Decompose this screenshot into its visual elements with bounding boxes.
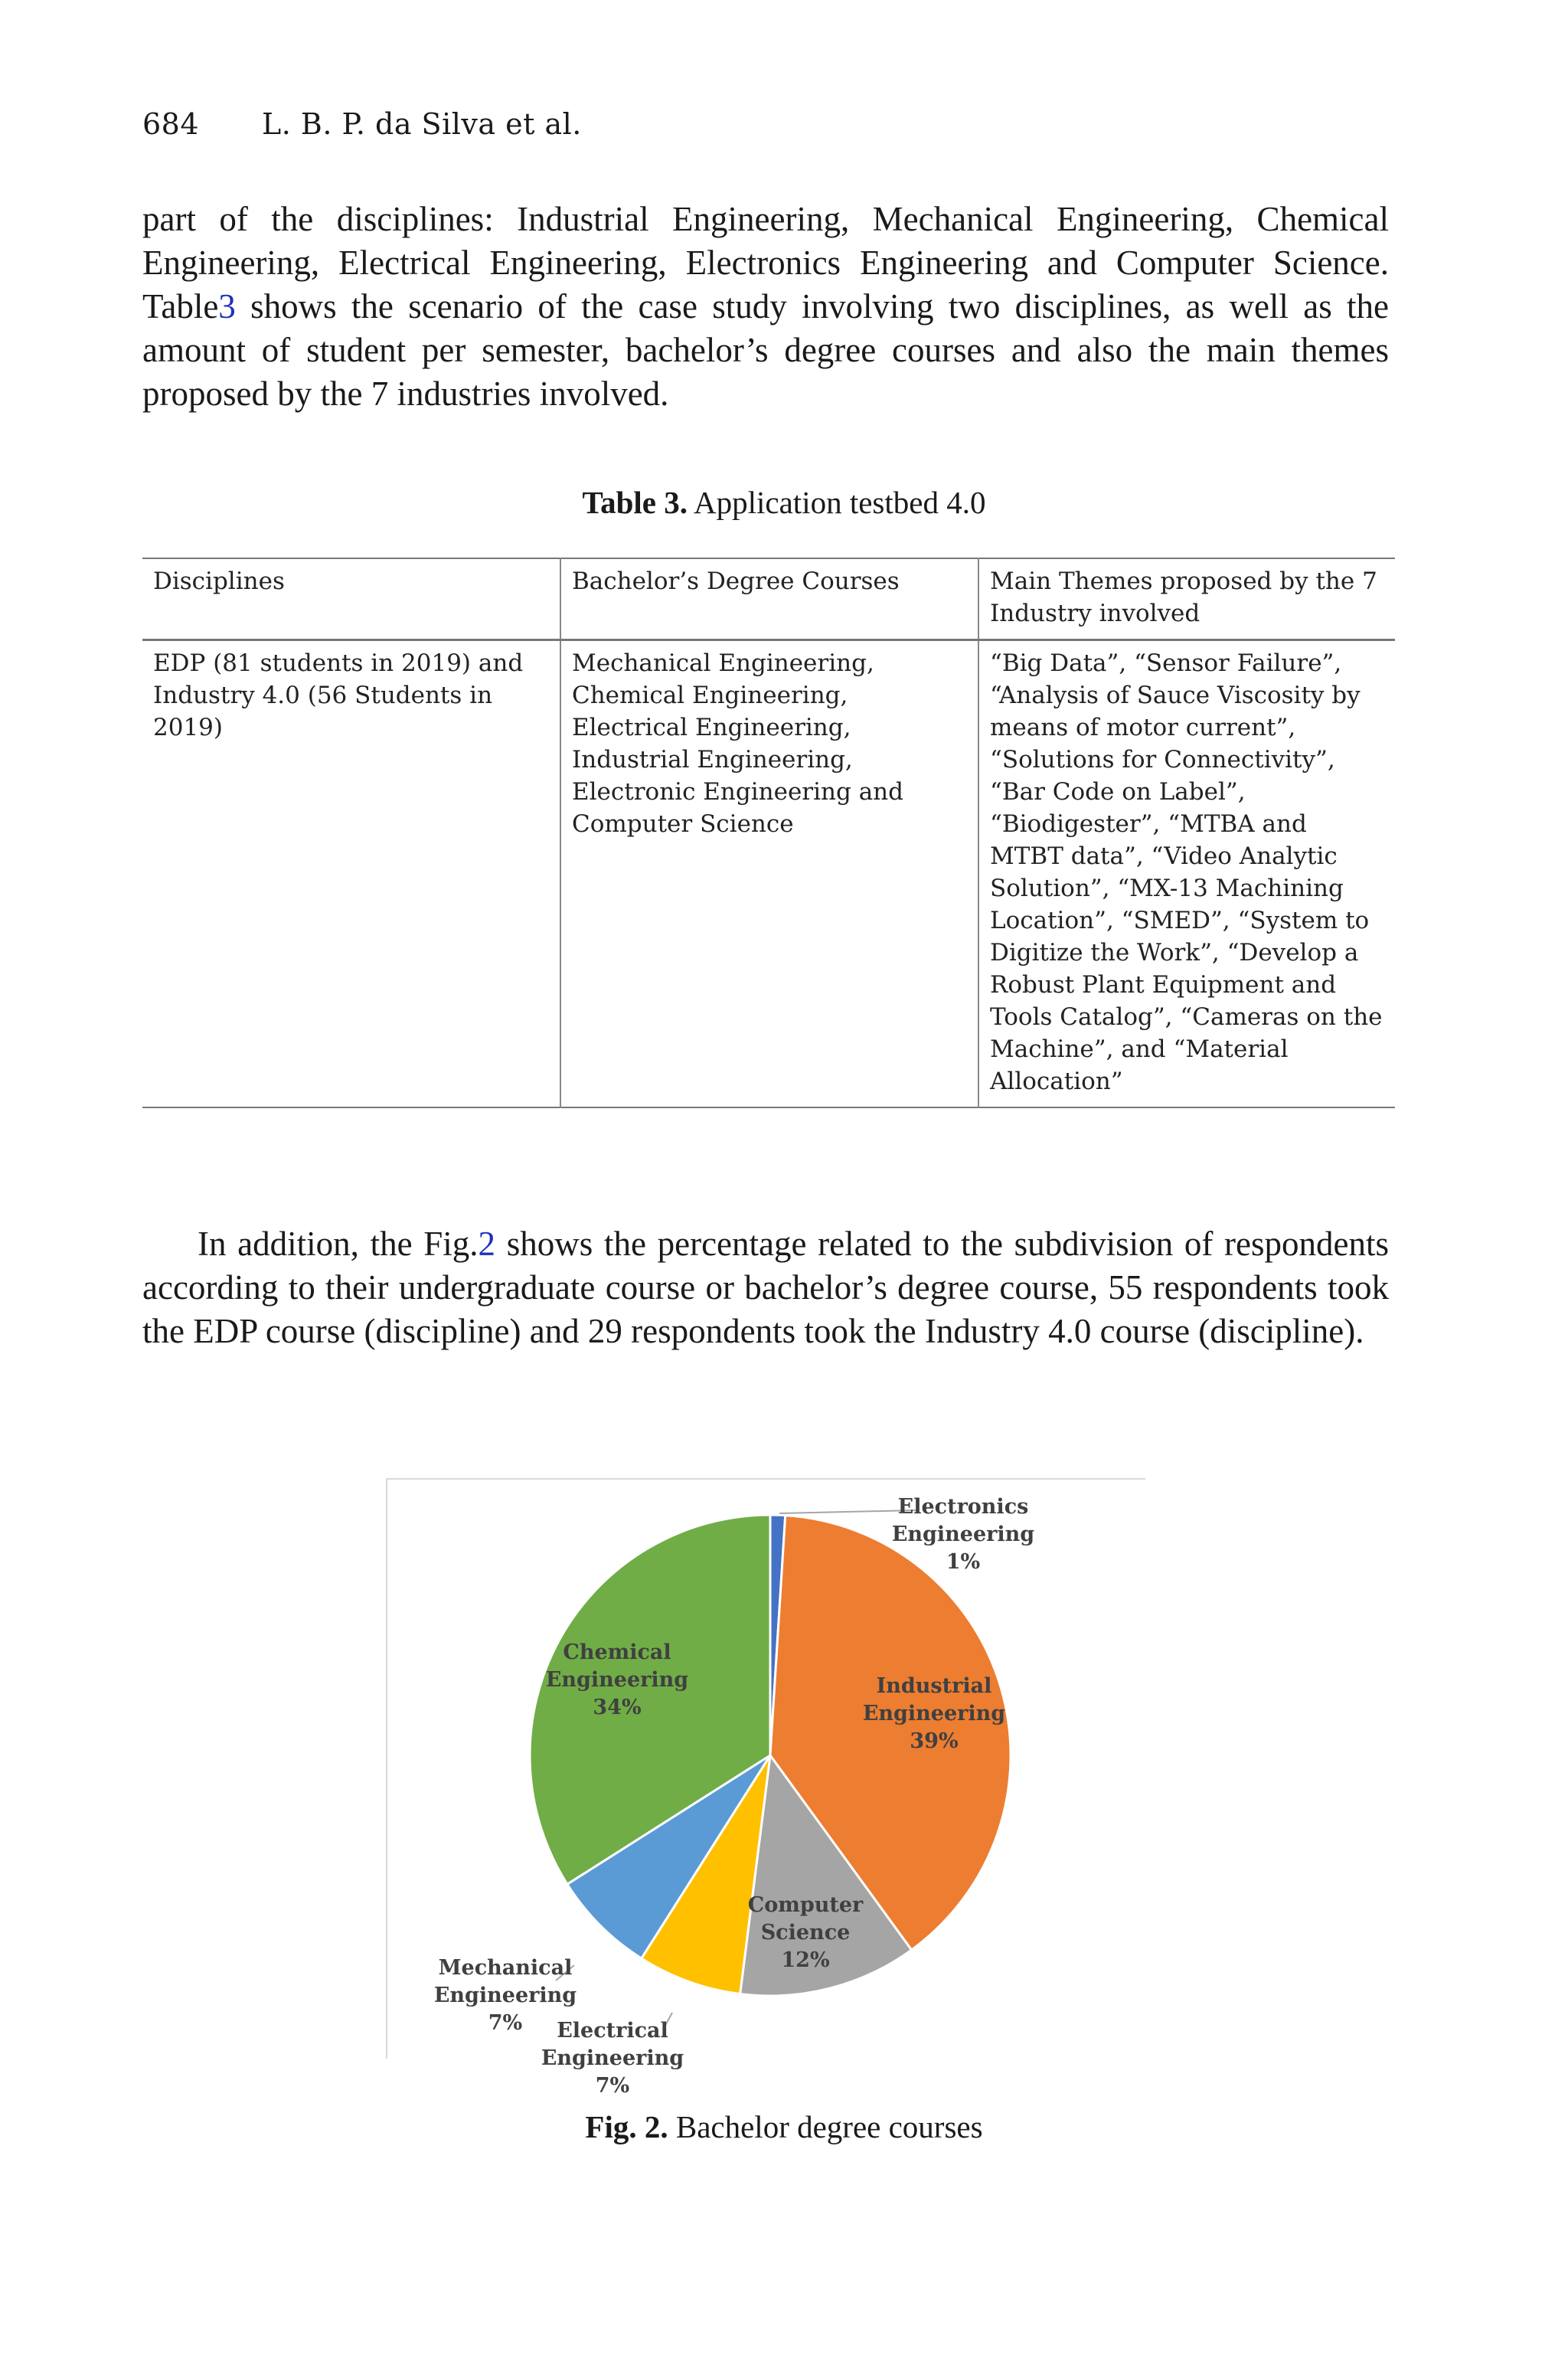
figure-caption bbox=[0, 2108, 1568, 2145]
page-number: 684 bbox=[142, 107, 200, 141]
table-row bbox=[142, 640, 1395, 1108]
figure-caption-text: Bachelor degree courses bbox=[675, 2109, 983, 2144]
data-label-computer-science: Computer Science 12% bbox=[747, 1893, 864, 1972]
leader-line bbox=[779, 1510, 916, 1513]
column-header: Disciplines bbox=[153, 568, 285, 595]
pie-chart bbox=[387, 1480, 1145, 2098]
paragraph-text: In addition, the Fig. bbox=[198, 1225, 479, 1263]
table-cell: Mechanical Engineering, Chemical Engineering, Electrical Engineering, Industrial Engineering, Electronic Engineering and Computer Science bbox=[560, 640, 978, 1108]
data-label-electronics-engineering: Electronics Engineering 1% bbox=[891, 1495, 1035, 1574]
data-label-mechanical-engineering: Mechanical Engineering 7% bbox=[433, 1956, 577, 2035]
data-label-industrial-engineering: Industrial Engineering 39% bbox=[862, 1674, 1006, 1753]
paragraph-text: part of the disciplines: Industrial Engineering, Mechanical Engineering, Chemical Engineering, Electrical Engineering, Electronics Engineering and Computer Science. Table bbox=[142, 200, 1389, 325]
figure-reference-link[interactable]: 2 bbox=[478, 1225, 496, 1263]
pie-chart-frame bbox=[386, 1478, 1145, 2098]
paragraph-text: shows the scenario of the case study involving two disciplines, as well as the amount of student per semester, bachelor’s degree courses and also the main themes proposed by the 7 industries involved. bbox=[142, 287, 1389, 413]
table-cell: “Big Data”, “Sensor Failure”, “Analysis of Sauce Viscosity by means of motor current”, “Solutions for Connectivity”, “Bar Code on Label”, “Biodigester”, “MTBA and MTBT data”, “Video Analytic Solution”, “MX-13 Machining Location”, “SMED”, “System to Digitize the Work”, “Develop a Robust Plant Equipment and Tools Catalog”, “Cameras on the Machine”, and “Material Allocation” bbox=[978, 640, 1395, 1108]
data-label-chemical-engineering: Chemical Engineering 34% bbox=[545, 1640, 689, 1719]
table-reference-link[interactable]: 3 bbox=[218, 287, 236, 325]
table-header-row bbox=[142, 558, 1395, 640]
running-authors: L. B. P. da Silva et al. bbox=[262, 107, 582, 141]
column-header: Main Themes proposed by the 7 Industry involved bbox=[978, 558, 1395, 640]
table-cell: EDP (81 students in 2019) and Industry 4.0 (56 Students in 2019) bbox=[153, 649, 524, 741]
figure-label: Fig. 2. bbox=[585, 2109, 668, 2144]
table-label: Table 3. bbox=[582, 485, 688, 520]
data-table bbox=[142, 558, 1395, 1108]
body-paragraph-1 bbox=[142, 198, 1389, 416]
column-header: Bachelor’s Degree Courses bbox=[560, 558, 978, 640]
data-label-electrical-engineering: Electrical Engineering 7% bbox=[541, 2019, 684, 2098]
running-header bbox=[142, 107, 582, 141]
paragraph-text: shows the percentage related to the subdivision of respondents according to their undergraduate course or bachelor’s degree course, 55 respondents took the EDP course (discipline) and 29 respondents took the Industry 4.0 course (discipline). bbox=[142, 1225, 1389, 1350]
table-caption bbox=[0, 484, 1568, 521]
table-caption-text: Application testbed 4.0 bbox=[694, 485, 986, 520]
body-paragraph-2 bbox=[142, 1222, 1389, 1353]
